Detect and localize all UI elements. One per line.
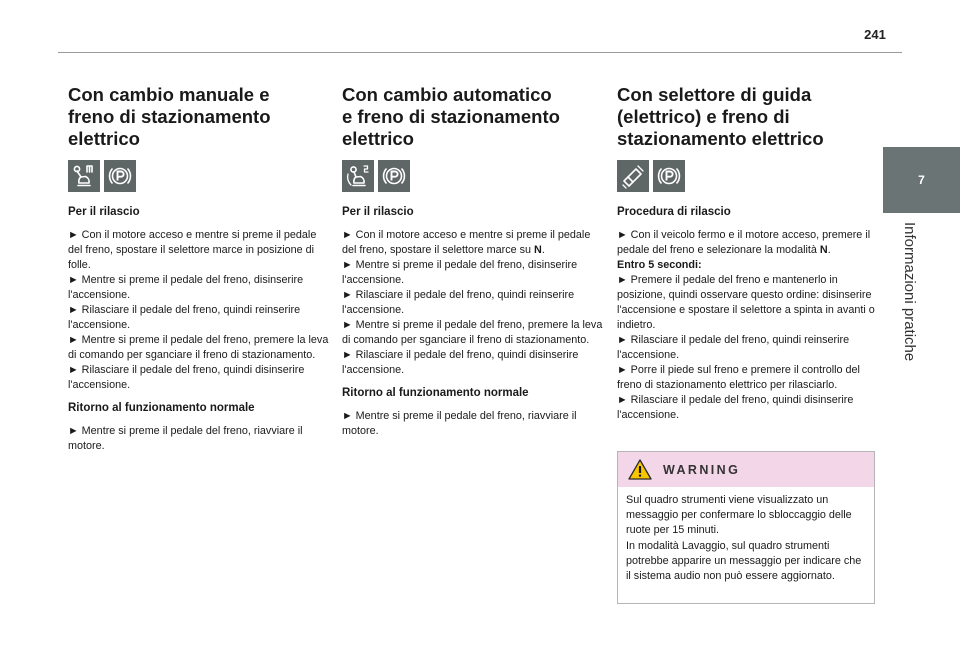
page-number: 241	[864, 27, 886, 42]
step-text: ► Rilasciare il pedale del freno, quindi reinserire l'accensione.	[68, 304, 301, 331]
step-text: ► Rilasciare il pedale del freno, quindi disinserire l'accensione.	[617, 394, 854, 421]
warning-text: In modalità Lavaggio, sul quadro strumenti potrebbe apparire un messaggio per indicare che il sistema audio non può essere aggiornato.	[626, 539, 862, 583]
step-text: ► Rilasciare il pedale del freno, quindi disinserire l'accensione.	[342, 349, 579, 376]
parking-brake-icon	[378, 160, 410, 192]
step-text: ► Mentre si preme il pedale del freno, riavviare il motore.	[68, 425, 303, 452]
step-subheading: Entro 5 secondi:	[617, 259, 702, 271]
normal-operation-section	[68, 402, 330, 454]
section-heading: Procedura di rilascio	[617, 206, 731, 218]
warning-header	[618, 452, 874, 487]
step-text: ► Con il veicolo fermo e il motore acceso, premere il pedale del freno e selezionare la modalità N.	[617, 229, 871, 256]
release-procedure-section	[617, 206, 879, 423]
release-section	[68, 206, 330, 393]
automatic-gear-shift-icon	[342, 160, 374, 192]
step-text: ► Mentre si preme il pedale del freno, riavviare il motore.	[342, 410, 577, 437]
section-heading: Ritorno al funzionamento normale	[68, 402, 255, 414]
step-text: ► Mentre si preme il pedale del freno, disinserire l'accensione.	[68, 274, 304, 301]
warning-box	[617, 451, 875, 604]
step-text: ► Premere il pedale del freno e mantenerlo in posizione, quindi osservare questo ordine: disinserire l'accensione e spostare il selettore a spinta in avanti o indietro.	[617, 274, 875, 331]
step-text: ► Mentre si preme il pedale del freno, disinserire l'accensione.	[342, 259, 578, 286]
chapter-tab[interactable]	[883, 147, 960, 213]
normal-operation-section	[342, 387, 604, 439]
step-text: ► Rilasciare il pedale del freno, quindi reinserire l'accensione.	[342, 289, 575, 316]
step-text: ► Rilasciare il pedale del freno, quindi disinserire l'accensione.	[68, 364, 305, 391]
section-heading: Per il rilascio	[342, 206, 414, 218]
section-heading: Per il rilascio	[68, 206, 140, 218]
parking-brake-icon	[104, 160, 136, 192]
column-drive-selector	[617, 84, 879, 423]
step-text: ► Con il motore acceso e mentre si preme il pedale del freno, spostare il selettore marce su N.	[342, 229, 591, 256]
section-title: Con cambio manuale e freno di stazionamento elettrico	[68, 84, 271, 149]
warning-triangle-icon	[628, 459, 652, 480]
warning-title: WARNING	[663, 462, 741, 477]
step-text: ► Con il motore acceso e mentre si preme il pedale del freno, spostare il selettore marce in posizione di folle.	[68, 229, 317, 271]
top-divider	[58, 52, 902, 53]
warning-text: Sul quadro strumenti viene visualizzato un messaggio per confermare lo sbloccaggio delle ruote per 15 minuti.	[626, 494, 852, 537]
step-text: ► Rilasciare il pedale del freno, quindi reinserire l'accensione.	[617, 334, 850, 361]
parking-brake-icon	[653, 160, 685, 192]
section-heading: Ritorno al funzionamento normale	[342, 387, 529, 399]
step-text: ► Mentre si preme il pedale del freno, premere la leva di comando per sganciare il freno di stazionamento.	[68, 334, 329, 361]
icon-row	[342, 160, 604, 192]
column-automatic-gearbox	[342, 84, 604, 439]
release-section	[342, 206, 604, 378]
step-text: ► Mentre si preme il pedale del freno, premere la leva di comando per sganciare il freno di stazionamento.	[342, 319, 603, 346]
chapter-number: 7	[918, 173, 925, 187]
section-title: Con cambio automatico e freno di stazionamento elettrico	[342, 84, 560, 149]
icon-row	[68, 160, 330, 192]
section-title: Con selettore di guida (elettrico) e freno di stazionamento elettrico	[617, 84, 824, 149]
manual-gear-shift-icon	[68, 160, 100, 192]
warning-body	[618, 487, 874, 584]
column-manual-gearbox	[68, 84, 330, 454]
drive-selector-icon	[617, 160, 649, 192]
step-text: ► Porre il piede sul freno e premere il controllo del freno di stazionamento elettrico per rilasciarlo.	[617, 364, 860, 391]
chapter-title-text: Informazioni pratiche	[901, 222, 918, 362]
icon-row	[617, 160, 879, 192]
chapter-title	[900, 222, 920, 372]
